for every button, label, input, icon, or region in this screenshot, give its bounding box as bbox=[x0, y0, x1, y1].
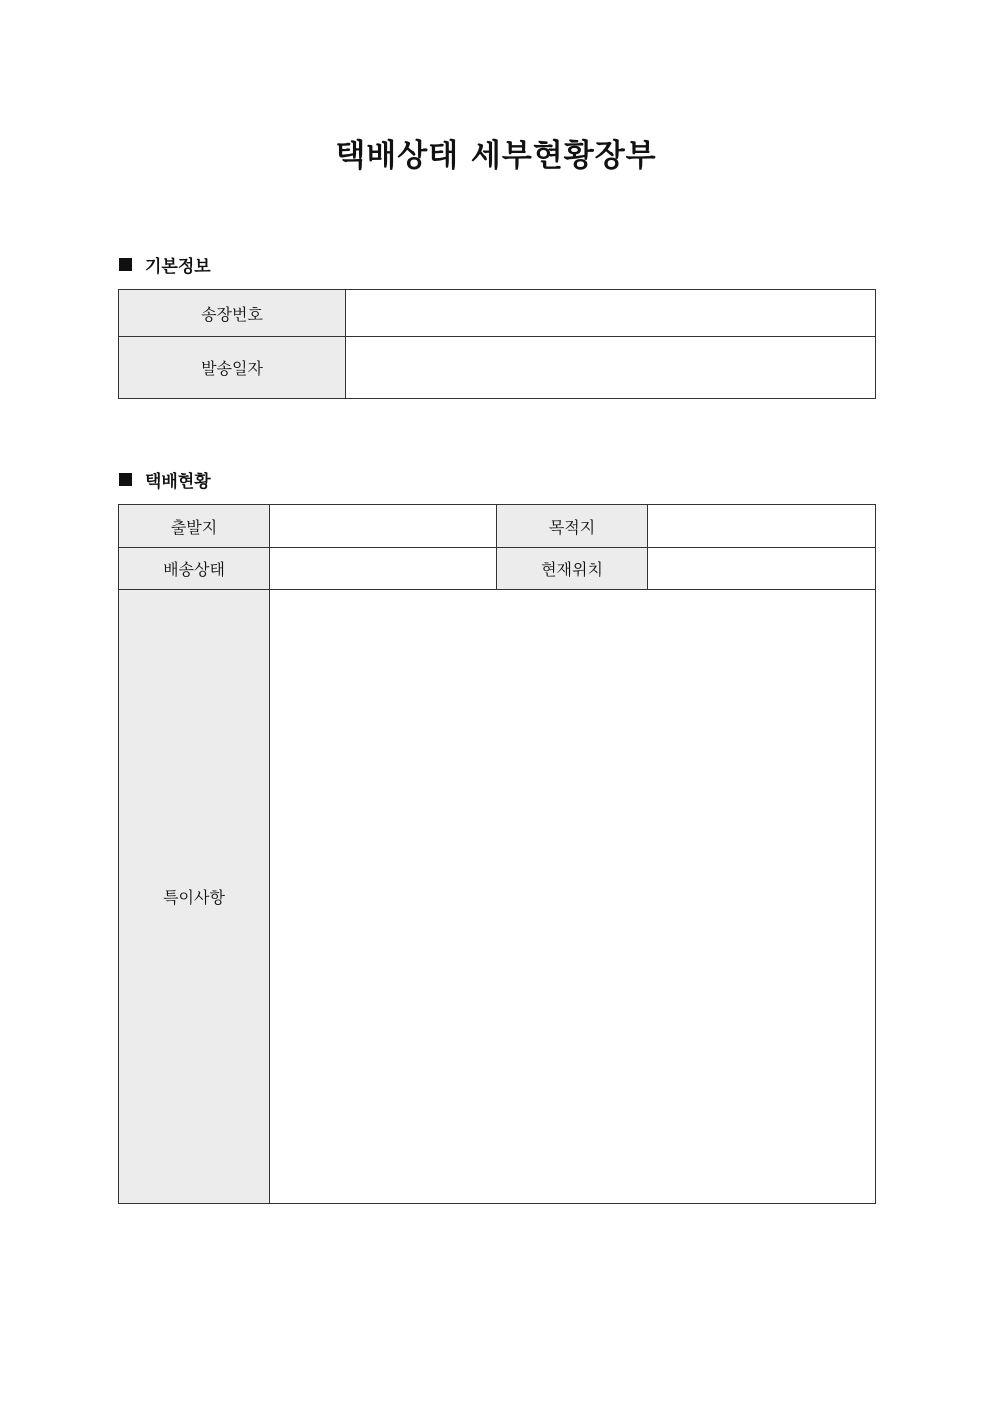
basic-info-heading-text: 기본정보 bbox=[145, 256, 211, 277]
remarks-label: 특이사항 bbox=[119, 590, 270, 1204]
table-row bbox=[119, 590, 876, 1204]
shipping-status-label: 배송상태 bbox=[119, 548, 270, 590]
square-bullet-icon bbox=[119, 473, 132, 486]
invoice-number-field[interactable] bbox=[346, 290, 876, 337]
current-location-field[interactable] bbox=[648, 548, 876, 590]
delivery-status-table bbox=[118, 504, 876, 1204]
current-location-label: 현재위치 bbox=[497, 548, 648, 590]
delivery-status-heading bbox=[119, 466, 211, 492]
ship-date-label: 발송일자 bbox=[119, 337, 346, 399]
basic-info-table bbox=[118, 289, 876, 399]
square-bullet-icon bbox=[119, 258, 132, 271]
origin-label: 출발지 bbox=[119, 505, 270, 548]
destination-field[interactable] bbox=[648, 505, 876, 548]
table-row bbox=[119, 548, 876, 590]
delivery-status-heading-text: 택배현황 bbox=[145, 471, 211, 492]
document-title: 택배상태 세부현황장부 bbox=[335, 138, 657, 174]
origin-field[interactable] bbox=[270, 505, 497, 548]
remarks-field[interactable] bbox=[270, 590, 876, 1204]
ship-date-field[interactable] bbox=[346, 337, 876, 399]
shipping-status-field[interactable] bbox=[270, 548, 497, 590]
basic-info-heading bbox=[119, 251, 211, 277]
destination-label: 목적지 bbox=[497, 505, 648, 548]
invoice-number-label: 송장번호 bbox=[119, 290, 346, 337]
table-row bbox=[119, 337, 876, 399]
table-row bbox=[119, 505, 876, 548]
table-row bbox=[119, 290, 876, 337]
